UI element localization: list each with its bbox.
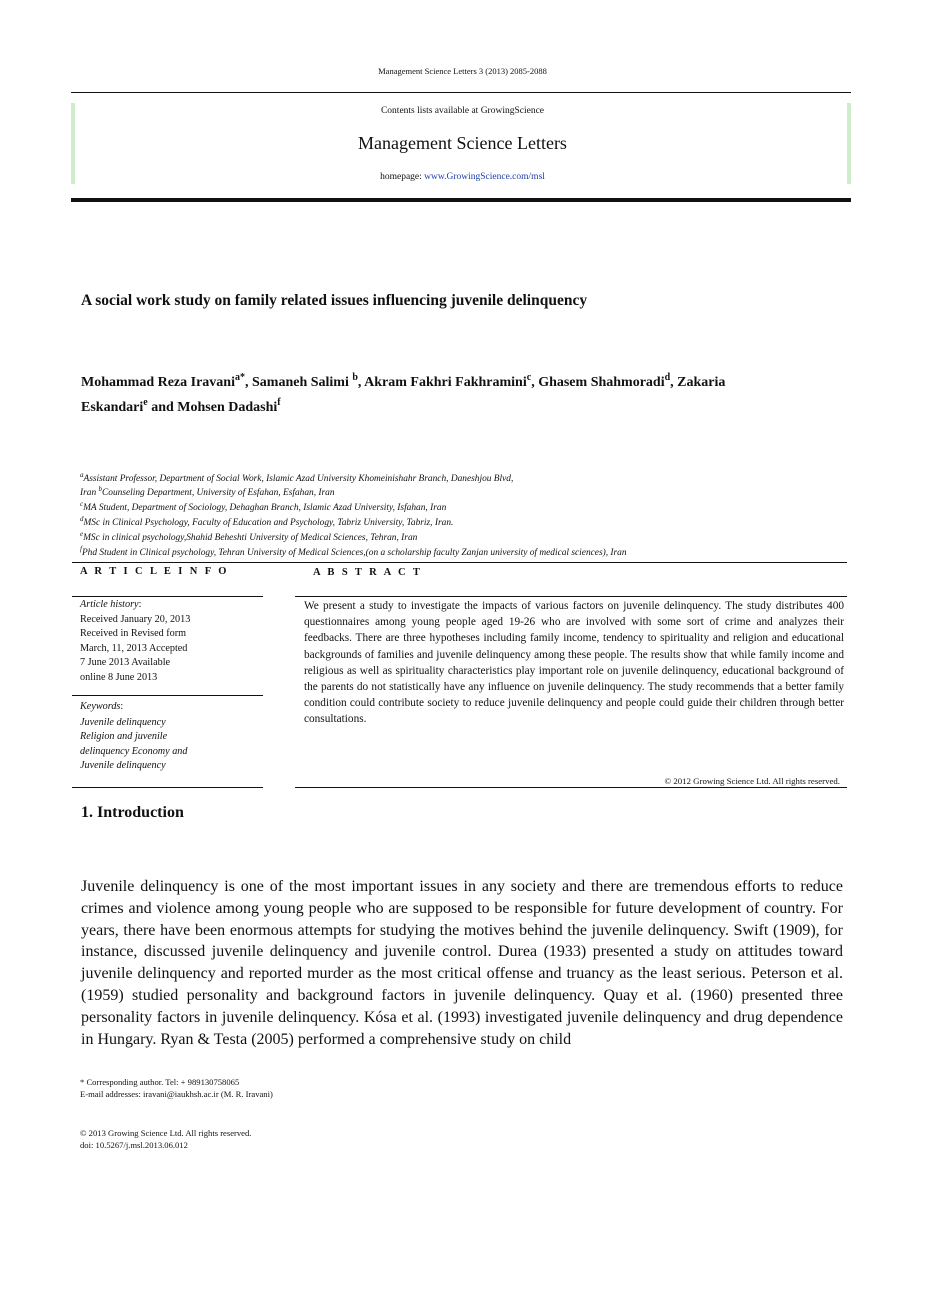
keyword-line: Religion and juvenile (80, 731, 168, 743)
history-label: Article history (80, 599, 139, 610)
affiliation (80, 471, 514, 484)
introduction-text: Juvenile delinquency is one of the most important issues in any society and there are tremendous efforts to reduce crimes and violence among young people who are supposed to be responsible for future development of country. For years, there have been enormous attempts for studying the motives behind the juvenile delinquency. Swift (1909), for instance, discussed juvenile delinquency and juvenile control. Durea (1933) presented a study on attitudes toward juvenile delinquency and reported murder as the most critical offense and truancy as the least serious. Peterson et al. (1959) studied personality and background factors in juvenile delinquency. Quay et al. (1960) presented three personality factors in juvenile delinquency. Kósa et al. (1993) investigated juvenile delinquency and drug dependence in Hungary. Ryan & Testa (2005) performed a comprehensive study on child (81, 878, 843, 1048)
footer-copyright: © 2013 Growing Science Ltd. All rights reserved. (80, 1128, 252, 1138)
history-line: Received January 20, 2013 (80, 613, 191, 625)
journal-citation-line: Management Science Letters 3 (2013) 2085-2088 (378, 66, 547, 76)
doi-note: doi: 10.5267/j.msl.2013.06.012 (80, 1140, 188, 1150)
abstract-text: We present a study to investigate the impacts of various factors on juvenile delinquency. The study distributes 400 questionnaires among young people aged 19-26 who are involved with some sort of crime and analyzes their feedbacks. There are three hypotheses including family income, tendency to spirituality and religion and educational backgrounds of families and juvenile delinquency among these people. The results show that while family income and religious as well as spirituality characteristics play important role on juvenile delinquency, educational background of the parents do not statistically have any influence on juvenile delinquency. The study recommends that a better family condition could contribute society to reduce juvenile delinquency and people could guide their children through better consultations. (304, 600, 844, 726)
author-sep: , (245, 375, 252, 390)
header-top-rule (71, 92, 851, 93)
affiliation-text: MA Student, Department of Sociology, Dehaghan Branch, Islamic Azad University, Isfahan, Iran (83, 503, 447, 513)
author-name: Mohammad Reza Iravani (81, 375, 235, 390)
info-left-rule (72, 596, 263, 597)
author-sup: c (526, 372, 532, 383)
history-colon: : (138, 599, 142, 610)
affiliation-text: Phd Student in Clinical psychology, Tehran University of Medical Sciences,(on a scholarship faculty Zanjan university of medical sciences), Iran (81, 548, 627, 558)
keywords-colon: : (120, 701, 124, 712)
author-sup: a* (235, 372, 245, 383)
author-name: Mohsen Dadashi (177, 400, 278, 415)
author-sup: f (277, 397, 281, 408)
author-list (81, 370, 771, 420)
history-heading (80, 598, 190, 613)
affiliation (80, 500, 447, 513)
homepage-link[interactable]: www.GrowingScience.com/msl (424, 172, 545, 182)
corresponding-author-note: * Corresponding author. Tel: + 989130758065 (80, 1077, 240, 1087)
keywords (80, 700, 188, 774)
affiliation-text: Assistant Professor, Department of Social Work, Islamic Azad University Khomeinishahr Branch, Daneshjou Blvd, (83, 474, 514, 484)
contents-availability-line: Contents lists available at GrowingScience (380, 106, 545, 116)
affiliation-text: Counseling Department, University of Esfahan, Esfahan, Iran (102, 488, 335, 498)
abstract-top-rule (295, 596, 847, 597)
keywords-heading (80, 700, 188, 715)
affiliation-text: MSc in clinical psychology,Shahid Beheshti University of Medical Sciences, Tehran, Iran (83, 533, 418, 543)
abstract-heading: A B S T R A C T (313, 567, 423, 578)
author-sup: d (664, 372, 671, 383)
affiliation-text: Iran (80, 488, 99, 498)
abstract-bottom-rule (295, 787, 847, 788)
author-sep: , Ghasem (531, 375, 591, 390)
journal-homepage (0, 172, 925, 182)
author-sep: , (670, 375, 678, 390)
history-bottom-rule (72, 695, 263, 696)
affiliation-sup: c (80, 500, 84, 508)
affiliation (80, 545, 627, 558)
history-line: online 8 June 2013 (80, 671, 158, 683)
author-sup: e (143, 397, 148, 408)
history-line: March, 11, 2013 Accepted (80, 642, 188, 654)
affiliation (80, 515, 454, 528)
author-sep: and (147, 400, 178, 415)
article-history (80, 598, 190, 686)
keyword-line: delinquency Economy and (80, 745, 188, 757)
affiliation (80, 530, 418, 543)
author-name: Samaneh Salimi (252, 375, 353, 390)
history-line: Received in Revised form (80, 628, 187, 640)
keywords-label: Keywords (80, 701, 121, 712)
info-top-rule (72, 562, 847, 563)
header-bottom-rule (71, 198, 851, 202)
author-name: Zakaria Eskandari (81, 375, 726, 415)
article-info-heading: A R T I C L E I N F O (80, 566, 229, 577)
author-sup: b (352, 372, 358, 383)
abstract-copyright: © 2012 Growing Science Ltd. All rights reserved. (664, 776, 840, 786)
homepage-label: homepage: (380, 172, 425, 182)
affiliation-sup: e (80, 530, 84, 538)
affiliation-sup: f (80, 545, 82, 553)
keyword-line: Juvenile delinquency (80, 760, 166, 772)
author-name: Akram Fakhri Fakhramini (364, 375, 527, 390)
keyword-line: Juvenile delinquency (80, 716, 166, 728)
author-name: Shahmoradi (590, 375, 665, 390)
affiliation-sup: a (80, 471, 84, 479)
journal-title: Management Science Letters (358, 133, 567, 153)
email-note: E-mail addresses: iravani@iaukhsh.ac.ir (M. R. Iravani) (80, 1089, 273, 1099)
keywords-bottom-rule (72, 787, 263, 788)
history-line: 7 June 2013 Available (80, 657, 171, 669)
introduction-heading: 1. Introduction (81, 804, 184, 821)
affiliation (80, 485, 335, 498)
author-sep: , (357, 375, 365, 390)
affiliation-sup: d (80, 515, 84, 523)
affiliation-sup: b (98, 485, 102, 493)
paper-title: A social work study on family related issues influencing juvenile delinquency (81, 292, 588, 309)
affiliation-text: MSc in Clinical Psychology, Faculty of Education and Psychology, Tabriz University, Tabriz, Iran. (83, 518, 454, 528)
